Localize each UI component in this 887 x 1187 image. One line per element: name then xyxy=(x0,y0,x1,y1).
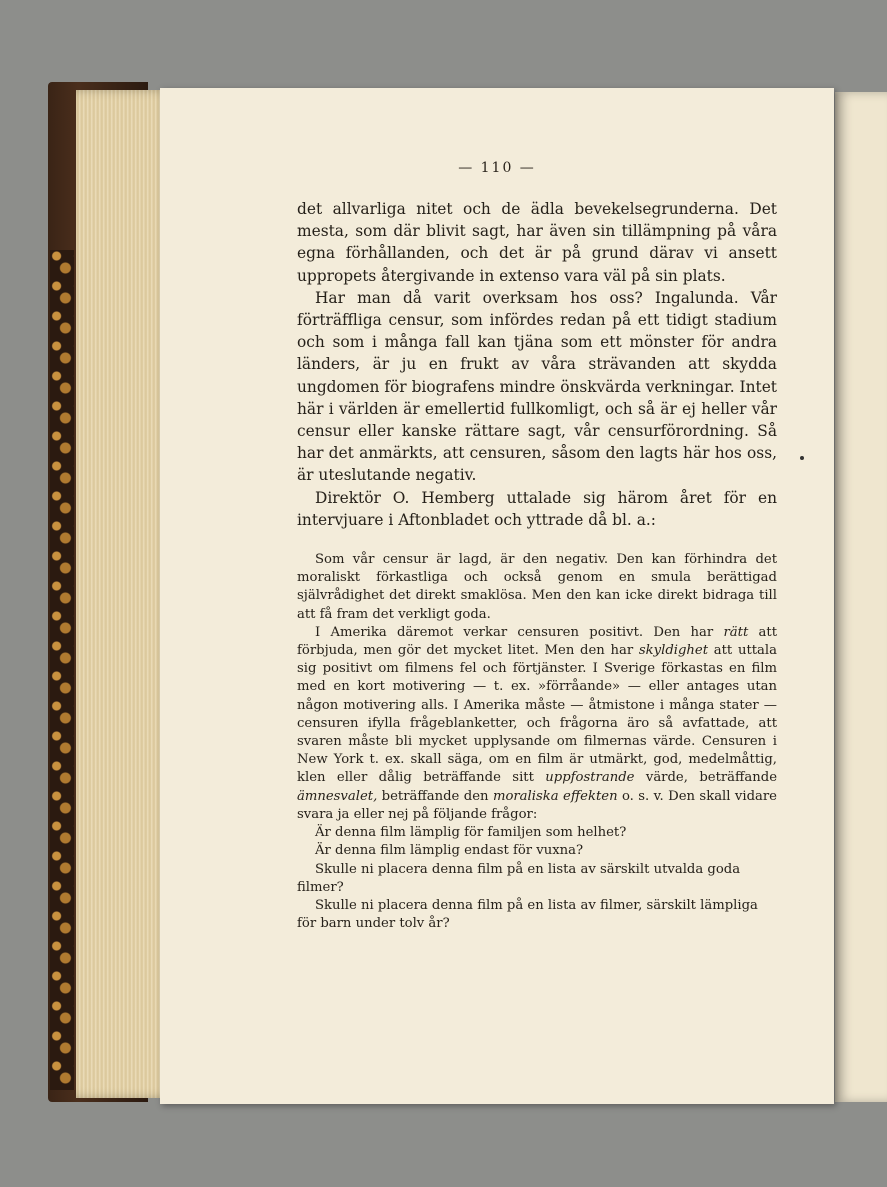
page-body xyxy=(297,198,777,933)
quote-paragraph-1: Som vår censur är lagd, är den negativ. Den kan förhindra det moraliskt förkastliga och också genom en smula berättigad självrådighet det direkt smaklösa. Men den kan icke direkt bidraga till att få fram det verkligt goda. xyxy=(297,552,777,622)
quote-text: att förbjuda, men gör det mycket litet. Men den har xyxy=(297,624,777,659)
ink-speck xyxy=(800,456,804,460)
emphasis-ratt: rätt xyxy=(723,624,749,640)
question-2: Är denna film lämplig endast för vuxna? xyxy=(315,843,584,859)
emphasis-skyldighet: skyldighet xyxy=(638,643,709,659)
emphasis-uppfostrande: uppfostrande xyxy=(545,770,635,786)
question-4: Skulle ni placera denna film på en lista av filmer, särskilt lämpliga för barn under tolv år? xyxy=(297,897,758,932)
facing-page-edge xyxy=(835,92,887,1102)
quote-text: att uttala sig positivt om filmens fel och förtjänster. I Sverige förkastas en film med en kort motivering — t. ex. »förråande» — eller antages utan någon motivering alls. I Amerika måste — åtmistone i många stater — censuren ifylla frågeblanketter, och frågorna äro så avfattade, att svaren måste bli mycket upplysande om filmernas värde. Censuren i New York t. ex. skall säga, om en film är utmärkt, god, medelmåttig, klen eller dålig beträffande sitt xyxy=(297,643,777,786)
book-page xyxy=(160,88,834,1104)
quote-text: o. s. v. Den skall vidare svara ja eller nej på följande frågor: xyxy=(297,788,777,822)
interview-quote xyxy=(297,551,777,933)
emphasis-amnesvalet: ämnesvalet, xyxy=(297,788,378,804)
quote-text: värde, beträffande xyxy=(634,770,778,786)
quote-paragraph-2 xyxy=(297,624,777,824)
paragraph-1: det allvarliga nitet och de ädla bevekelsegrunderna. Det mesta, som där blivit sagt, har även sin tillämpning på våra egna förhållanden, och det är på grund därav vi ansett uppropets återgivande in extenso vara väl på sin plats. xyxy=(297,200,777,285)
question-1: Är denna film lämplig för familjen som helhet? xyxy=(315,825,627,841)
marbled-cover-edge xyxy=(50,250,74,1090)
quote-text: I Amerika däremot verkar censuren positivt. Den har xyxy=(315,624,724,640)
page-number: — 110 — xyxy=(458,160,536,176)
quote-text: beträffande den xyxy=(377,788,493,804)
emphasis-moraliska-effekten: moraliska effekten xyxy=(492,788,618,804)
paragraph-2: Har man då varit overksam hos oss? Ingalunda. Vår förträffliga censur, som infördes redan på ett tidigt stadium och som i många fall kan tjäna som ett mönster för andra länders, är ju en frukt av våra strävanden att skydda ungdomen för biografens mindre önskvärda verkningar. Intet här i världen är emellertid fullkomligt, och så är ej heller vår censur eller kanske rättare sagt, vår censurförordning. Så har det anmärkts, att censuren, såsom den lagts här hos oss, är uteslutande negativ. xyxy=(297,288,777,485)
question-3: Skulle ni placera denna film på en lista av särskilt utvalda goda filmer? xyxy=(297,861,741,895)
paragraph-3: Direktör O. Hemberg uttalade sig härom året för en intervjuare i Aftonbladet och yttrade då bl. a.: xyxy=(297,488,777,529)
